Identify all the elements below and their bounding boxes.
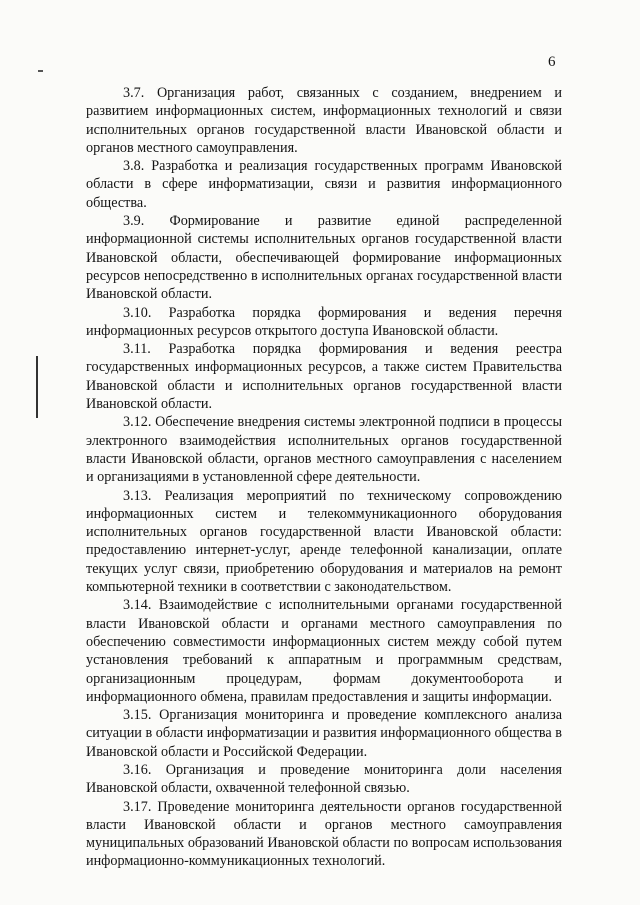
paragraph-3-8: 3.8. Разработка и реализация государственных программ Ивановской области в сфере информатизации, связи и развития информационного общества. xyxy=(86,158,562,211)
paragraph-3-11: 3.11. Разработка порядка формирования и ведения реестра государственных информационных ресурсов, а также систем Правительства Ивановской области и исполнительных органов государственной власти Ивановской области. xyxy=(86,341,562,413)
paragraph-3-15: 3.15. Организация мониторинга и проведение комплексного анализа ситуации в области информатизации и развития информационного общества в Ивановской области и Российской Федерации. xyxy=(86,707,562,760)
paragraph-3-16: 3.16. Организация и проведение мониторинга доли населения Ивановской области, охваченной телефонной связью. xyxy=(86,761,562,797)
scan-mark xyxy=(38,70,43,72)
paragraph-3-14: 3.14. Взаимодействие с исполнительными органами государственной власти Ивановской области и органами местного самоуправления по обеспечению совместимости информационных систем между собой путем установления требований к аппаратным и программным средствам, организационным процедурам, формам документооборота и информационного обмена, правилам предоставления и защиты информации. xyxy=(86,597,562,705)
paragraph-3-10: 3.10. Разработка порядка формирования и ведения перечня информационных ресурсов открытого доступа Ивановской области. xyxy=(86,304,562,339)
paragraph-3-9: 3.9. Формирование и развитие единой распределенной информационной системы исполнительных органов государственной власти Ивановской области, обеспечивающей формирование информационных ресурсов непосредственно в исполнительных органах государственной власти Ивановской области. xyxy=(86,213,562,303)
paragraph-3-13: 3.13. Реализация мероприятий по техническому сопровождению информационных систем и телекоммуникационного оборудования исполнительных органов государственной власти Ивановской области: предоставлению интернет-услуг, аренде телефонной канализации, оплате текущих услуг связи, приобретению оборудования и материалов на ремонт компьютерной техники в соответствии с законодательством. xyxy=(86,487,562,596)
page-number: 6 xyxy=(548,54,556,70)
document-body xyxy=(86,84,562,871)
paragraph-3-7: 3.7. Организация работ, связанных с созданием, внедрением и развитием информационных систем, информационных технологий и связи исполнительных органов государственной власти Ивановской области и органов местного самоуправления. xyxy=(86,85,562,156)
paragraph-3-12: 3.12. Обеспечение внедрения системы электронной подписи в процессы электронного взаимодействия исполнительных органов государственной власти Ивановской области, органов местного самоуправления с населением и организациями в установленной сфере деятельности. xyxy=(86,414,562,486)
paragraph-3-17: 3.17. Проведение мониторинга деятельности органов государственной власти Ивановской области и органов местного самоуправления муниципальных образований Ивановской области по вопросам использования информационно-коммуникационных технологий. xyxy=(86,798,562,870)
margin-bar xyxy=(36,356,38,418)
